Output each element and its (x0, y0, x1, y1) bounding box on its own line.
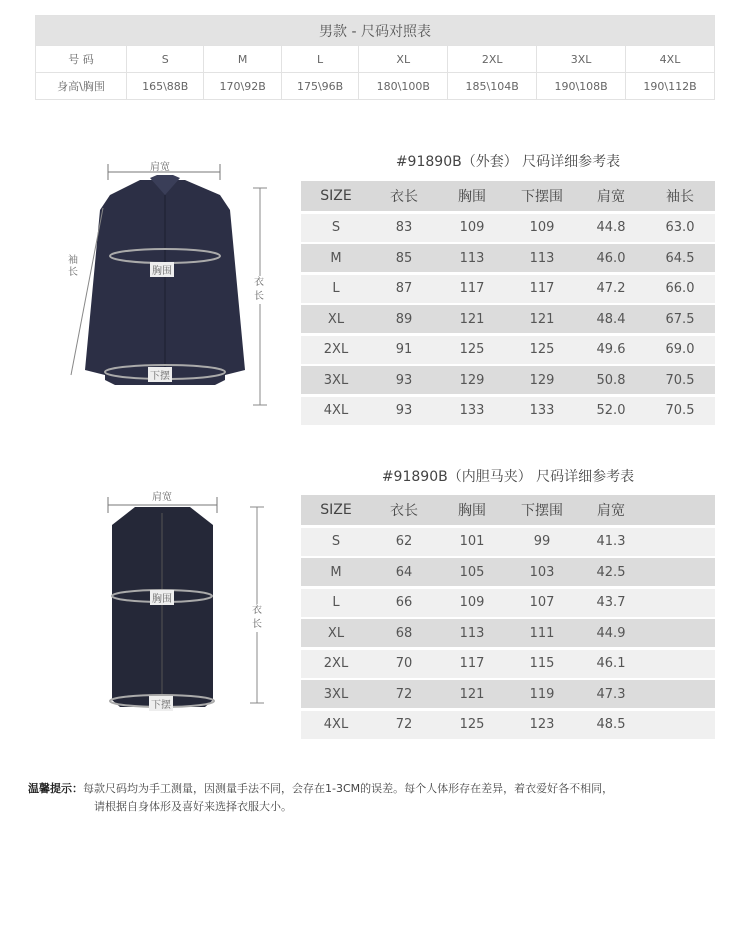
shoulder-label: 肩宽 (150, 162, 170, 173)
sleeve-label: 袖长 (68, 255, 78, 278)
vest-illustration (95, 485, 275, 715)
size-cell: 4XL (323, 717, 349, 732)
table-row (301, 336, 715, 364)
size-cell: XL (327, 625, 345, 641)
size-cell: L (332, 595, 340, 610)
tip-label: 温馨提示： (28, 782, 83, 795)
size-cell: S (331, 220, 341, 235)
value-cell: 48.5 (596, 717, 626, 732)
value-cell: 66 (395, 595, 413, 610)
table-header (301, 181, 715, 211)
value-cell: 70.5 (665, 372, 695, 388)
table-row (301, 275, 715, 303)
value-cell: 62 (395, 534, 413, 549)
value-cell: 109 (529, 220, 555, 235)
value-cell: 68 (395, 625, 413, 641)
data-cell: 190\108B (537, 73, 626, 100)
header-cell: 3XL (537, 46, 626, 73)
data-cell: 170\92B (204, 73, 281, 100)
size-cell: 3XL (323, 686, 349, 702)
size-cell: 2XL (323, 656, 349, 671)
value-cell: 49.6 (596, 342, 626, 357)
value-cell: 衣长 (390, 189, 418, 205)
header-cell: M (204, 46, 281, 73)
value-cell: 44.9 (596, 625, 626, 641)
value-cell: 70.5 (665, 403, 695, 418)
hem-label: 下摆 (149, 696, 173, 711)
header-cell: L (281, 46, 358, 73)
value-cell: 67.5 (665, 311, 695, 327)
tip-line-2: 请根据自身体形及喜好来选择衣服大小。 (94, 800, 292, 813)
size-cell: S (331, 534, 341, 549)
size-cell: 3XL (323, 372, 349, 388)
value-cell: 87 (395, 281, 413, 296)
size-cell: M (330, 564, 342, 580)
coat-table-title: #91890B（外套） 尺码详细参考表 (395, 154, 621, 170)
value-cell: 117 (459, 656, 485, 671)
value-cell: 101 (459, 534, 485, 549)
value-cell: 胸围 (458, 189, 486, 205)
value-cell: 115 (529, 656, 555, 671)
header-cell: S (127, 46, 204, 73)
value-cell: 袖长 (666, 189, 694, 205)
value-cell: 69.0 (665, 342, 695, 357)
chest-label: 胸围 (150, 262, 174, 277)
data-cell: 180\100B (359, 73, 448, 100)
value-cell: 125 (529, 342, 555, 357)
value-cell: 109 (459, 595, 485, 610)
value-cell: 133 (529, 403, 555, 418)
value-cell: 93 (395, 403, 413, 418)
table-row (301, 558, 715, 586)
header-cell: 2XL (448, 46, 537, 73)
value-cell: 64 (395, 564, 413, 580)
value-cell: 125 (459, 342, 485, 357)
tip-line-1: 每款尺码均为手工测量，因测量手法不同，会存在1-3CM的误差。每个人体形存在差异，着衣爱好各不相同， (83, 782, 614, 795)
value-cell: 105 (459, 564, 485, 580)
value-cell: 52.0 (596, 403, 626, 418)
value-cell: 46.1 (596, 656, 626, 671)
value-cell: 41.3 (596, 534, 626, 549)
size-cell: SIZE (320, 188, 352, 204)
value-cell: 123 (529, 717, 555, 732)
value-cell: 103 (529, 564, 555, 580)
warm-tip (28, 780, 728, 816)
value-cell: 47.3 (596, 686, 626, 702)
header-cell: 4XL (626, 46, 715, 73)
value-cell: 107 (529, 595, 555, 610)
value-cell: 113 (459, 250, 485, 266)
vest-table-title: #91890B（内胆马夹） 尺码详细参考表 (381, 469, 635, 485)
coat-size-table (301, 181, 715, 427)
value-cell: 50.8 (596, 372, 626, 388)
value-cell: 肩宽 (597, 189, 625, 205)
value-cell: 85 (395, 250, 413, 266)
value-cell: 66.0 (665, 281, 695, 296)
value-cell: 121 (459, 686, 485, 702)
table-row (301, 711, 715, 739)
table-title: 男款 - 尺码对照表 (36, 16, 715, 46)
value-cell: 121 (529, 311, 555, 327)
value-cell: 93 (395, 372, 413, 388)
header-cell: XL (359, 46, 448, 73)
value-cell: 125 (459, 717, 485, 732)
hem-label: 下摆 (148, 367, 172, 382)
value-cell: 99 (533, 534, 551, 549)
value-cell: 43.7 (596, 595, 626, 610)
table-row (301, 214, 715, 242)
size-cell: 4XL (323, 403, 349, 418)
value-cell: 衣长 (390, 503, 418, 519)
table-row (301, 589, 715, 617)
value-cell: 46.0 (596, 250, 626, 266)
vest-size-table (301, 495, 715, 741)
size-cell: L (332, 281, 340, 296)
table-row (301, 244, 715, 272)
table-row (301, 528, 715, 556)
table-row (301, 366, 715, 394)
value-cell: 64.5 (665, 250, 695, 266)
size-cell: M (330, 250, 342, 266)
value-cell: 48.4 (596, 311, 626, 327)
data-cell: 185\104B (448, 73, 537, 100)
value-cell: 117 (459, 281, 485, 296)
value-cell: 133 (459, 403, 485, 418)
value-cell: 胸围 (458, 503, 486, 519)
data-cell: 身高\胸围 (36, 73, 127, 100)
size-cell: XL (327, 311, 345, 327)
value-cell: 129 (459, 372, 485, 388)
value-cell: 47.2 (596, 281, 626, 296)
value-cell: 肩宽 (597, 503, 625, 519)
value-cell: 下摆围 (521, 189, 563, 205)
value-cell: 113 (529, 250, 555, 266)
shoulder-label: 肩宽 (152, 492, 172, 503)
value-cell: 121 (459, 311, 485, 327)
value-cell: 44.8 (596, 220, 626, 235)
data-cell: 165\88B (127, 73, 204, 100)
table-row (301, 619, 715, 647)
table-header (301, 495, 715, 525)
value-cell: 83 (395, 220, 413, 235)
data-cell: 190\112B (626, 73, 715, 100)
chest-label: 胸围 (150, 590, 174, 605)
data-cell: 175\96B (281, 73, 358, 100)
value-cell: 72 (395, 686, 413, 702)
value-cell: 129 (529, 372, 555, 388)
value-cell: 119 (529, 686, 555, 702)
value-cell: 113 (459, 625, 485, 641)
length-label: 衣长 (254, 277, 264, 302)
value-cell: 117 (529, 281, 555, 296)
size-cell: SIZE (320, 502, 352, 518)
value-cell: 72 (395, 717, 413, 732)
value-cell: 42.5 (596, 564, 626, 580)
table-row (301, 397, 715, 425)
size-cell: 2XL (323, 342, 349, 357)
length-label: 衣长 (252, 605, 262, 630)
header-cell: 号 码 (36, 46, 127, 73)
value-cell: 63.0 (665, 220, 695, 235)
value-cell: 91 (395, 342, 413, 357)
value-cell: 89 (395, 311, 413, 327)
value-cell: 下摆围 (521, 503, 563, 519)
value-cell: 111 (529, 625, 555, 641)
size-conversion-table (35, 15, 715, 100)
table-row (301, 650, 715, 678)
table-row (301, 305, 715, 333)
value-cell: 70 (395, 656, 413, 671)
table-row (301, 680, 715, 708)
value-cell: 109 (459, 220, 485, 235)
